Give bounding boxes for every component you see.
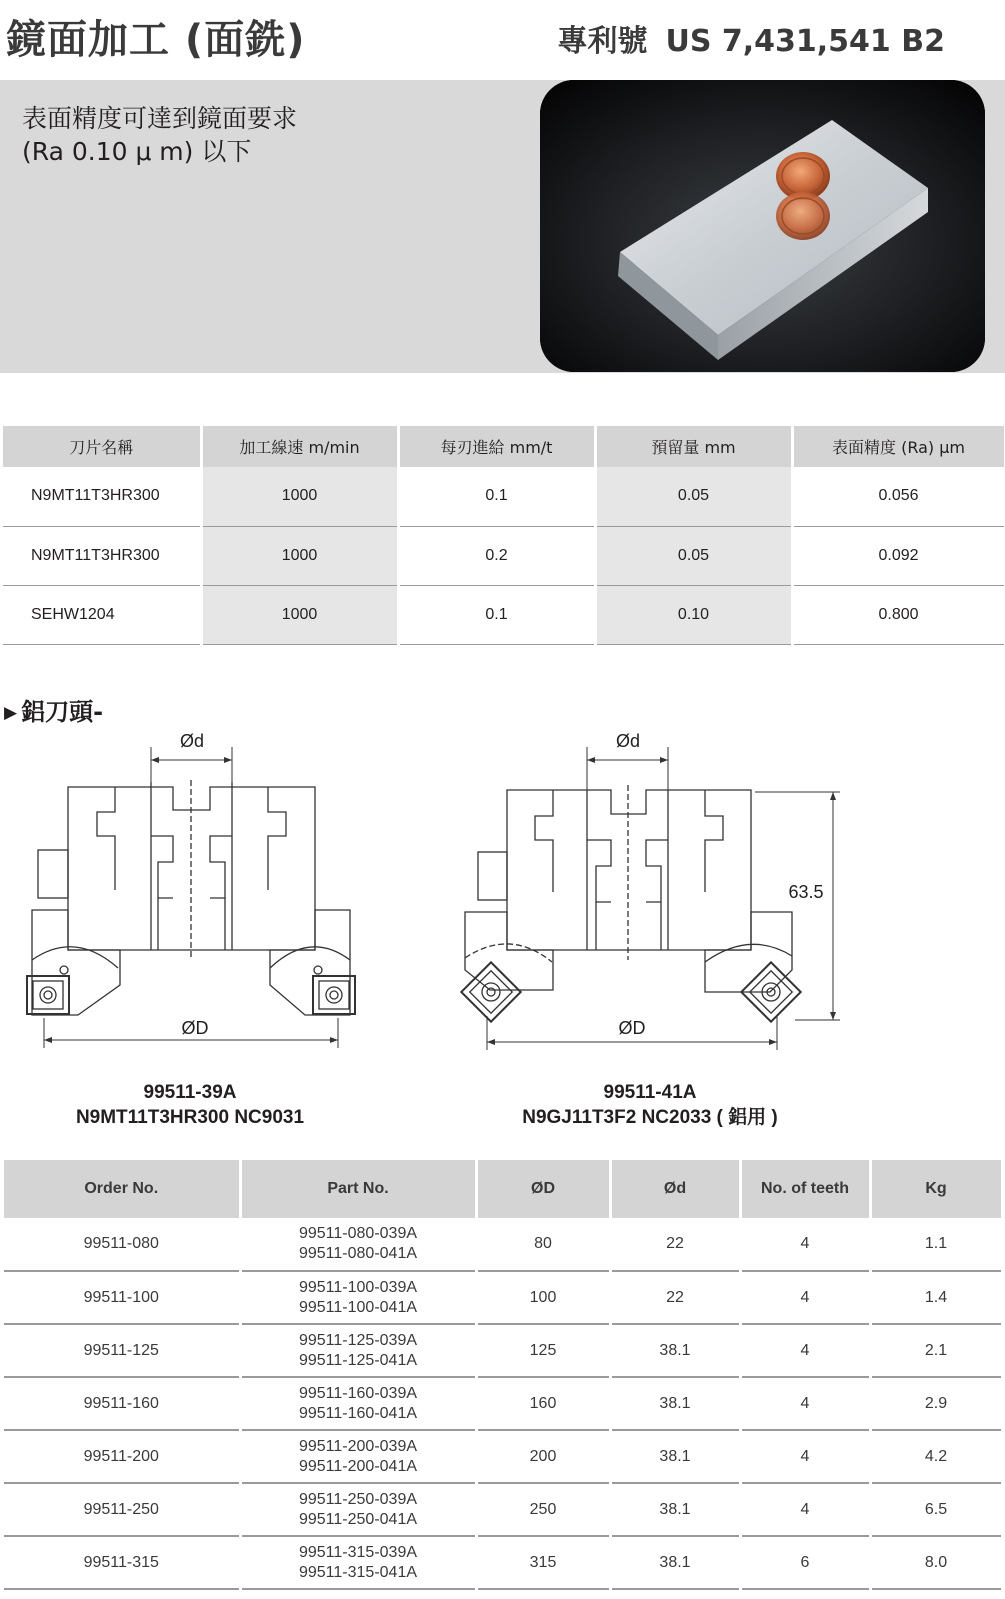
cell-order-no: 99511-200	[4, 1430, 240, 1483]
cell-bore-diameter: 22	[610, 1271, 740, 1324]
section-heading	[4, 692, 103, 727]
cell-part-no	[240, 1430, 476, 1483]
cell-order-no: 99511-250	[4, 1483, 240, 1536]
table-row	[4, 1377, 1002, 1430]
cell-roughness: 0.056	[792, 467, 1005, 526]
cell-feed: 0.1	[398, 585, 595, 644]
part-number: 99511-125-041A	[298, 1351, 418, 1369]
hero-line-1: 表面精度可達到鏡面要求	[22, 104, 298, 133]
cell-bore-diameter: 38.1	[610, 1483, 740, 1536]
cell-insert: SEHW1204	[3, 585, 201, 644]
part-number: 99511-315-039A	[298, 1543, 418, 1561]
part-number: 99511-100-039A	[298, 1278, 418, 1296]
cell-outer-diameter: 315	[476, 1536, 610, 1589]
cell-bore-diameter: 38.1	[610, 1377, 740, 1430]
table-row	[4, 1324, 1002, 1377]
page-title: 鏡面加工 (面銑)	[6, 17, 306, 63]
cell-outer-diameter: 160	[476, 1377, 610, 1430]
surface-finish-table	[3, 426, 1005, 645]
cell-speed: 1000	[201, 526, 398, 585]
right-model-number: 99511-41A	[603, 1082, 697, 1103]
part-number: 99511-160-039A	[298, 1384, 418, 1402]
cell-part-no	[240, 1377, 476, 1430]
hero-banner	[0, 80, 1005, 373]
cutter-spec-table	[4, 1160, 1004, 1590]
col-order-no: Order No.	[4, 1160, 240, 1218]
left-model-number: 99511-39A	[143, 1082, 237, 1103]
cell-weight: 6.5	[870, 1483, 1002, 1536]
part-number: 99511-250-041A	[298, 1510, 418, 1528]
section-title: 鋁刀頭-	[21, 698, 104, 726]
left-small-d-label: Ød	[179, 731, 205, 751]
col-weight: Kg	[870, 1160, 1002, 1218]
cell-bore-diameter: 22	[610, 1218, 740, 1271]
patent-info	[557, 16, 945, 60]
part-number: 99511-125-039A	[298, 1331, 418, 1349]
page-header	[0, 0, 1005, 78]
cell-weight: 1.4	[870, 1271, 1002, 1324]
drawing-left	[27, 731, 355, 1048]
table-row	[4, 1218, 1002, 1271]
cell-outer-diameter: 250	[476, 1483, 610, 1536]
part-number: 99511-200-039A	[298, 1437, 418, 1455]
cell-weight: 2.1	[870, 1324, 1002, 1377]
table-row	[3, 467, 1005, 526]
part-number: 99511-080-041A	[298, 1245, 418, 1262]
cell-teeth: 4	[740, 1377, 870, 1430]
right-drawing-caption	[460, 1080, 840, 1130]
cell-order-no: 99511-100	[4, 1271, 240, 1324]
cell-bore-diameter: 38.1	[610, 1536, 740, 1589]
right-insert-spec: N9GJ11T3F2 NC2033 ( 鋁用 )	[522, 1107, 778, 1128]
hero-text	[22, 102, 297, 168]
cell-outer-diameter: 80	[476, 1218, 610, 1271]
cell-outer-diameter: 200	[476, 1430, 610, 1483]
cell-outer-diameter: 100	[476, 1271, 610, 1324]
cell-allowance: 0.05	[595, 526, 792, 585]
cell-order-no: 99511-080	[4, 1218, 240, 1271]
cell-insert: N9MT11T3HR300	[3, 526, 201, 585]
cell-order-no: 99511-125	[4, 1324, 240, 1377]
col-cutting-speed: 加工線速 m/min	[201, 426, 398, 467]
col-feed-per-tooth: 每刃進給 mm/t	[398, 426, 595, 467]
table-row	[3, 585, 1005, 644]
cell-bore-diameter: 38.1	[610, 1324, 740, 1377]
table-row	[4, 1536, 1002, 1589]
table-row	[3, 526, 1005, 585]
cell-outer-diameter: 125	[476, 1324, 610, 1377]
cell-weight: 4.2	[870, 1430, 1002, 1483]
table-row	[4, 1271, 1002, 1324]
cell-feed: 0.2	[398, 526, 595, 585]
col-insert-name: 刀片名稱	[3, 426, 201, 467]
col-surface-roughness: 表面精度 (Ra) μm	[792, 426, 1005, 467]
cell-speed: 1000	[201, 585, 398, 644]
cell-part-no	[240, 1483, 476, 1536]
right-height-label: 63.5	[788, 882, 824, 902]
drawing-right	[461, 731, 840, 1050]
cell-bore-diameter: 38.1	[610, 1430, 740, 1483]
table-row	[4, 1483, 1002, 1536]
left-drawing-caption	[30, 1080, 350, 1130]
col-outer-diameter: ØD	[476, 1160, 610, 1218]
cell-part-no	[240, 1324, 476, 1377]
cell-order-no: 99511-160	[4, 1377, 240, 1430]
mirror-finish-photo	[540, 80, 985, 372]
table-header-row	[4, 1160, 1002, 1218]
cell-allowance: 0.05	[595, 467, 792, 526]
cell-weight: 1.1	[870, 1218, 1002, 1271]
cell-roughness: 0.092	[792, 526, 1005, 585]
cell-teeth: 4	[740, 1483, 870, 1536]
right-small-d-label: Ød	[615, 731, 641, 751]
cell-roughness: 0.800	[792, 585, 1005, 644]
part-number: 99511-100-041A	[298, 1298, 418, 1316]
left-big-d-label: ØD	[181, 1018, 209, 1038]
cell-insert: N9MT11T3HR300	[3, 467, 201, 526]
patent-number: US 7,431,541 B2	[665, 24, 945, 59]
right-big-d-label: ØD	[618, 1018, 646, 1038]
cell-weight: 2.9	[870, 1377, 1002, 1430]
table-header-row	[3, 426, 1005, 467]
patent-label: 專利號	[557, 24, 648, 59]
cell-weight: 8.0	[870, 1536, 1002, 1589]
part-number: 99511-200-041A	[298, 1457, 418, 1475]
technical-drawings	[0, 730, 1005, 1070]
col-stock-allowance: 預留量 mm	[595, 426, 792, 467]
cell-teeth: 4	[740, 1324, 870, 1377]
cell-teeth: 4	[740, 1271, 870, 1324]
cell-part-no	[240, 1271, 476, 1324]
cell-feed: 0.1	[398, 467, 595, 526]
left-insert-spec: N9MT11T3HR300 NC9031	[75, 1107, 305, 1128]
part-number: 99511-315-041A	[298, 1563, 418, 1581]
part-number: 99511-250-039A	[298, 1490, 418, 1508]
cell-teeth: 4	[740, 1430, 870, 1483]
col-bore-diameter: Ød	[610, 1160, 740, 1218]
cell-allowance: 0.10	[595, 585, 792, 644]
cell-teeth: 4	[740, 1218, 870, 1271]
triangle-bullet-icon: ▶	[4, 703, 18, 723]
part-number: 99511-160-041A	[298, 1404, 418, 1422]
part-number: 99511-080-039A	[298, 1225, 418, 1242]
col-teeth: No. of teeth	[740, 1160, 870, 1218]
cell-order-no: 99511-315	[4, 1536, 240, 1589]
cell-part-no	[240, 1218, 476, 1271]
table-row	[4, 1430, 1002, 1483]
col-part-no: Part No.	[240, 1160, 476, 1218]
hero-line-2: (Ra 0.10 μ m) 以下	[22, 137, 252, 166]
cell-part-no	[240, 1536, 476, 1589]
cell-teeth: 6	[740, 1536, 870, 1589]
cell-speed: 1000	[201, 467, 398, 526]
